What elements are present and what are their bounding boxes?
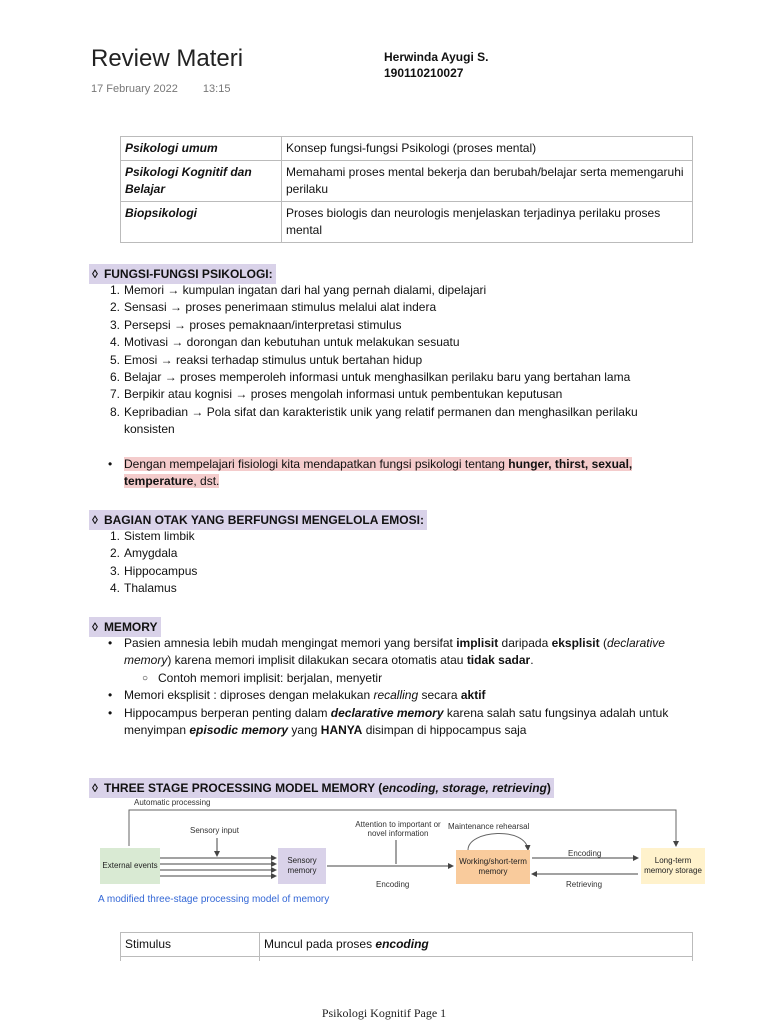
author-block: [384, 49, 488, 81]
stimulus-table: [120, 932, 693, 961]
maintenance-label: Maintenance rehearsal: [448, 822, 530, 831]
table-row: [121, 933, 693, 957]
section-heading-fungsi: [89, 264, 276, 284]
table-row: [121, 137, 693, 161]
author-name: Herwinda Ayugi S.: [384, 50, 489, 64]
table-cell-term: Psikologi umum: [121, 137, 282, 161]
diamond-icon: ◊: [92, 620, 98, 634]
author-id: 190110210027: [384, 66, 464, 80]
sub-list: [158, 670, 699, 687]
table-row: [121, 161, 693, 202]
table-row: [121, 957, 693, 962]
page-title: Review Materi: [91, 45, 244, 72]
list-item: ○ Contoh memori implisit: berjalan, menyetir: [158, 670, 699, 687]
memory-list: [124, 635, 699, 739]
table-cell-desc: Muncul pada proses encoding: [260, 933, 693, 957]
table-cell-term: Psikologi Kognitif dan Belajar: [121, 161, 282, 202]
section-heading-emosi: [89, 510, 427, 530]
external-events-box: External events: [100, 848, 160, 884]
diamond-icon: ◊: [92, 513, 98, 527]
otak-list: [109, 528, 684, 598]
table-cell-term: Biopsikologi: [121, 202, 282, 243]
fisiologi-note: [124, 456, 684, 491]
page-footer: Psikologi Kognitif Page 1: [321, 1006, 447, 1020]
retrieving-label: Retrieving: [566, 880, 603, 889]
list-item: 5. Emosi → reaksi terhadap stimulus untuk bertahan hidup: [109, 352, 423, 367]
attention-label: Attention to important or novel information: [355, 820, 441, 838]
section-heading-memory: [89, 617, 161, 637]
encoding-label-2: Encoding: [568, 849, 602, 858]
section-heading-text: FUNGSI-FUNGSI PSIKOLOGI:: [103, 267, 273, 281]
encoding-label-1: Encoding: [376, 880, 410, 889]
list-item: 8. Kepribadian → Pola sifat dan karakteristik unik yang relatif permanen dan menghasilkan perilaku konsisten: [109, 404, 638, 437]
list-item: 2. Sensasi → proses penerimaan stimulus melalui alat indera: [109, 300, 437, 315]
working-memory-box: Working/short-term memory: [456, 850, 530, 884]
page-date: 17 February 2022: [91, 83, 178, 95]
diamond-icon: ◊: [92, 267, 98, 281]
list-item: • Memori eksplisit : diproses dengan melakukan recalling secara aktif: [124, 687, 699, 704]
sensory-memory-box: Sensory memory: [278, 848, 326, 884]
list-item: 1. Sistem limbik: [109, 529, 195, 543]
list-item: 2. Amygdala: [109, 546, 178, 561]
section-heading-three-stage: ◊ THREE STAGE PROCESSING MODEL MEMORY (encoding, storage, retrieving): [89, 778, 554, 798]
list-item: • Pasien amnesia lebih mudah mengingat memori yang bersifat implisit daripada eksplisit (declarative memory) karena memori implisit dilakukan secara otomatis atau tidak sadar. ○ Contoh memori implisit: berjalan, menyetir: [124, 635, 699, 687]
longterm-memory-box: Long-term memory storage: [641, 848, 705, 884]
list-item: 3. Persepsi → proses pemaknaan/interpretasi stimulus: [109, 317, 402, 332]
diamond-icon: ◊: [92, 781, 98, 795]
list-item: 7. Berpikir atau kognisi → proses mengolah informasi untuk pembentukan keputusan: [109, 387, 563, 402]
page-meta: [91, 83, 230, 95]
section-heading-text: BAGIAN OTAK YANG BERFUNGSI MENGELOLA EMOSI:: [103, 513, 424, 527]
table-cell-desc: Proses biologis dan neurologis menjelaskan terjadinya perilaku proses mental: [282, 202, 693, 243]
section-heading-text: MEMORY: [103, 620, 158, 634]
list-item: 3. Hippocampus: [109, 563, 198, 578]
list-item: • Dengan mempelajari fisiologi kita mendapatkan fungsi psikologi tentang hunger, thirst, sexual, temperature, dst.: [124, 456, 684, 491]
list-item: 1. Memori → kumpulan ingatan dari hal yang pernah dialami, dipelajari: [109, 283, 487, 297]
table-cell-desc: Konsep fungsi-fungsi Psikologi (proses mental): [282, 137, 693, 161]
diagram-caption: A modified three-stage processing model of memory: [98, 894, 330, 905]
table-cell-term: Stimulus: [121, 933, 260, 957]
automatic-processing-label: Automatic processing: [134, 798, 211, 807]
list-item: 6. Belajar → proses memperoleh informasi untuk menghasilkan perilaku baru yang bertahan lama: [109, 370, 631, 385]
list-item: • Hippocampus berperan penting dalam declarative memory karena salah satu fungsinya adalah untuk menyimpan episodic memory yang HANYA disimpan di hippocampus saja: [124, 705, 699, 740]
fungsi-list: [109, 282, 684, 439]
list-item: 4. Motivasi → dorongan dan kebutuhan untuk melakukan sesuatu: [109, 335, 460, 350]
overview-table: [120, 136, 693, 243]
list-item: 4. Thalamus: [109, 581, 177, 596]
table-cell-desc: Memahami proses mental bekerja dan berubah/belajar serta memengaruhi perilaku: [282, 161, 693, 202]
three-stage-diagram: [96, 796, 711, 908]
sensory-input-label: Sensory input: [190, 826, 239, 835]
table-row: [121, 202, 693, 243]
page-time: 13:15: [202, 83, 231, 95]
